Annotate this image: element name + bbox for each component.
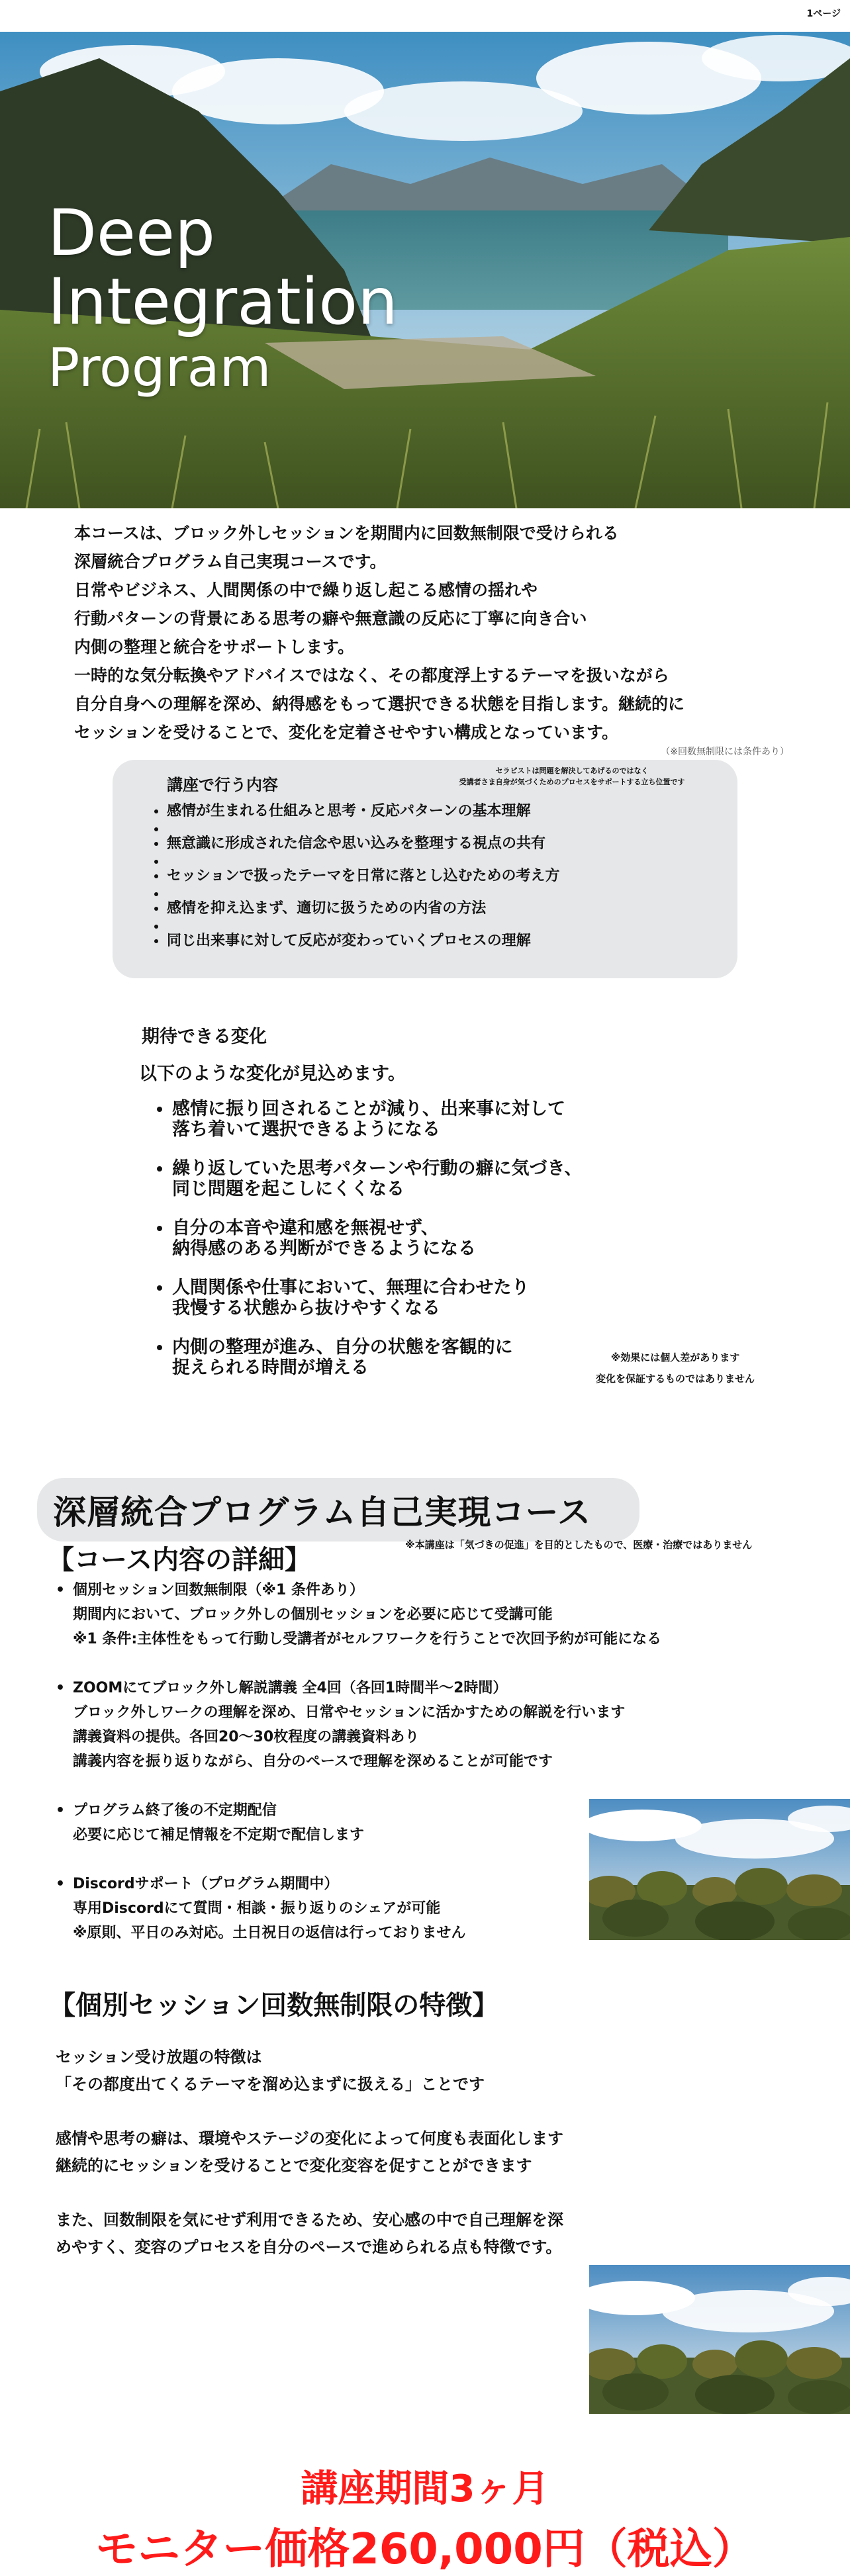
expected-note [556, 1347, 794, 1389]
hero-title-line3: Program [48, 337, 271, 398]
hero-title-line1: Deep [48, 196, 215, 270]
expected-item-line: 納得感のある判断ができるようになる [172, 1238, 476, 1259]
expected-item-line: 自分の本音や違和感を無視せず、 [172, 1218, 439, 1238]
intro-line: 本コースは、ブロック外しセッションを期間内に回数無制限で受けられる [74, 524, 619, 543]
intro-line: 一時的な気分転換やアドバイスではなく、その都度浮上するテーマを扱いながら [74, 666, 669, 685]
content-item: • セッションで扱ったテーマを日常に落とし込むための考え方 [167, 867, 560, 885]
course-period: 講座期間3ヶ月 [301, 2467, 549, 2510]
expected-item [172, 1277, 636, 1318]
intro-line: セッションを受けることで、変化を定着させやすい構成となっています。 [74, 723, 619, 742]
content-list [152, 802, 560, 950]
hero-title [48, 196, 398, 400]
detail-item-title: • ZOOMにてブロック外し解説講義 全4回（各回1時間半〜2時間） [53, 1676, 768, 1700]
detail-item-title: • Discordサポート（プログラム期間中） [53, 1872, 768, 1896]
subnote-line2: 受講者さま自身が気づくためのプロセスをサポートする立ち位置です [459, 778, 685, 786]
features-line: 「その都度出てくるテーマを溜め込まずに扱える」ことです [56, 2075, 485, 2093]
expected-note-line1: ※効果には個人差があります [610, 1352, 740, 1363]
features-line: 感情や思考の癖は、環境やステージの変化によって何度も表面化します [56, 2129, 564, 2148]
intro-line: 行動パターンの背景にある思考の癖や無意識の反応に丁寧に向き合い [74, 609, 587, 628]
content-item-empty [167, 820, 560, 835]
content-item-empty [167, 852, 560, 867]
expected-item-line: 繰り返していた思考パターンや行動の癖に気づき、 [172, 1158, 583, 1179]
detail-item-body: 期間内において、ブロック外しの個別セッションを必要に応じて受講可能 [73, 1606, 553, 1623]
detail-item-body: 専用Discordにて質問・相談・振り返りのシェアが可能 [73, 1900, 441, 1917]
expected-intro: 以下のような変化が見込めます。 [139, 1064, 406, 1084]
detail-item-body: ※1 条件:主体性をもって行動し受講者がセルフワークを行うことで次回予約が可能になる [73, 1631, 662, 1647]
content-box-title: 講座で行う内容 [167, 776, 278, 794]
expected-item [172, 1099, 636, 1140]
content-item-empty [167, 885, 560, 899]
features-line: 継続的にセッションを受けることで変化変容を促すことができます [56, 2156, 532, 2175]
expected-item-line: 同じ問題を起こしにくくなる [172, 1179, 404, 1199]
features-heading: 【個別セッション回数無制限の特徴】 [49, 1990, 499, 2021]
detail-item-body: 講義内容を振り返りながら、自分のペースで理解を深めることが可能です [73, 1753, 553, 1770]
detail-item-body: ※原則、平日のみ対応。土日祝日の返信は行っておりません [73, 1925, 466, 1941]
features-line: また、回数制限を気にせず利用できるため、安心感の中で自己理解を深 [56, 2211, 564, 2229]
detail-item [53, 1578, 768, 1651]
detail-item-body: 必要に応じて補足情報を不定期で配信します [73, 1827, 365, 1843]
intro-note: （※回数無制限には条件あり） [661, 747, 789, 757]
expected-item-line: 内側の整理が進み、自分の状態を客観的に [172, 1337, 513, 1357]
content-box [113, 760, 737, 978]
expected-item-line: 感情に振り回されることが減り、出来事に対して [172, 1099, 565, 1119]
expected-title: 期待できる変化 [142, 1027, 267, 1047]
intro-line: 深層統合プログラム自己実現コースです。 [74, 552, 387, 571]
intro-line: 内側の整理と統合をサポートします。 [74, 637, 355, 657]
course-note: ※本講座は「気づきの促進」を目的としたもので、医療・治療ではありません [405, 1539, 753, 1551]
detail-item-title: • プログラム終了後の不定期配信 [53, 1798, 768, 1823]
intro-text [74, 519, 789, 759]
subnote-line1: セラピストは問題を解決してあげるのではなく [495, 766, 649, 775]
content-item-empty [167, 917, 560, 932]
hero-title-line2: Integration [48, 265, 398, 339]
expected-item-line: 我慢する状態から抜けやすくなる [172, 1298, 440, 1318]
hills-photo-illustration-2 [589, 2265, 850, 2414]
monitor-price: モニター価格260,000円（税込） [95, 2525, 755, 2574]
hills-photo-illustration [589, 1799, 850, 1940]
intro-line: 自分自身への理解を深め、納得感をもって選択できる状態を目指します。継続的に [74, 694, 685, 713]
course-title: 深層統合プログラム自己実現コース [53, 1493, 591, 1532]
page-number: 1ページ [806, 9, 841, 19]
features-line: めやすく、変容のプロセスを自分のペースで進められる点も特徴です。 [56, 2238, 562, 2256]
content-item: • 感情が生まれる仕組みと思考・反応パターンの基本理解 [167, 802, 560, 820]
expected-item [172, 1158, 636, 1199]
features-paragraph [56, 2044, 638, 2098]
expected-item [172, 1218, 636, 1259]
content-item: • 無意識に形成された信念や思い込みを整理する視点の共有 [167, 835, 560, 852]
expected-item-line: 人間関係や仕事において、無理に合わせたり [172, 1277, 530, 1298]
expected-item-line: 捉えられる時間が増える [172, 1357, 369, 1378]
detail-item-body: 講義資料の提供。各回20〜30枚程度の講義資料あり [73, 1729, 420, 1745]
features-paragraph [56, 2207, 638, 2261]
content-box-subnote [426, 765, 718, 788]
expected-item-line: 落ち着いて選択できるようになる [172, 1119, 440, 1140]
expected-note-line2: 変化を保証するものではありません [595, 1373, 755, 1385]
detail-item-body: ブロック外しワークの理解を深め、日常やセッションに活かすための解説を行います [73, 1704, 626, 1721]
intro-line: 日常やビジネス、人間関係の中で繰り返し起こる感情の揺れや [74, 580, 538, 600]
content-item: • 感情を抑え込まず、適切に扱うための内省の方法 [167, 899, 560, 917]
features-text [56, 2044, 638, 2288]
detail-item [53, 1676, 768, 1774]
detail-item-title: • 個別セッション回数無制限（※1 条件あり） [53, 1578, 768, 1602]
content-item: • 同じ出来事に対して反応が変わっていくプロセスの理解 [167, 932, 560, 950]
hills-photo-2 [589, 2265, 850, 2414]
hills-photo [589, 1799, 850, 1940]
detail-heading: 【コース内容の詳細】 [48, 1545, 311, 1575]
features-paragraph [56, 2125, 638, 2180]
features-line: セッション受け放題の特徴は [56, 2048, 262, 2066]
